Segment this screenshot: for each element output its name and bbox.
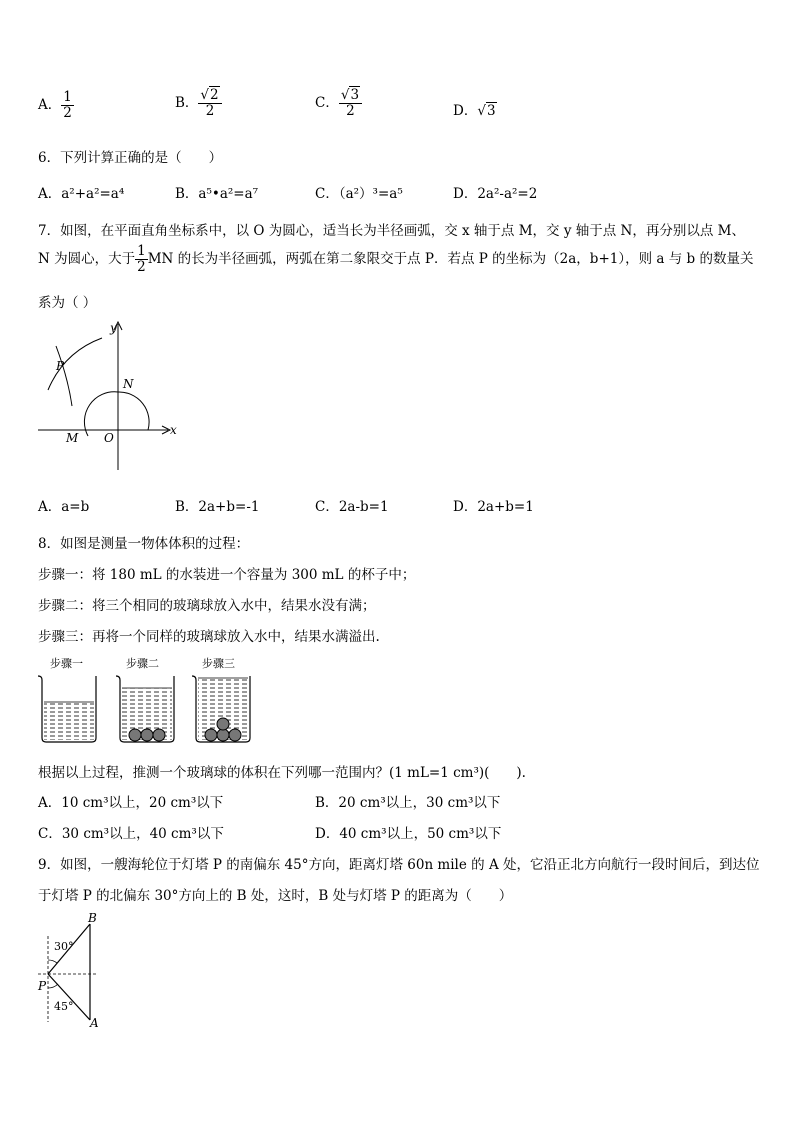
q7-stem-line1: 7．如图，在平面直角坐标系中，以 O 为圆心，适当长为半径画弧，交 x 轴于点 M，交 y 轴于点 N，再分别以点 M、 [38, 223, 745, 239]
q8-option-b[interactable]: B．20 cm³以上，30 cm³以下 [315, 795, 501, 811]
q6-option-c[interactable]: C．（a²）³=a⁵ [315, 186, 403, 202]
q8-step1: 步骤一：将 180 mL 的水装进一个容量为 300 mL 的杯子中； [38, 567, 416, 583]
q7-stem-line3: 系为（ ） [38, 295, 97, 311]
fig-label-step3: 步骤三 [202, 657, 235, 670]
q7-fraction: $\frac{1}{2}$ [137, 243, 146, 275]
x-label: x [170, 423, 177, 437]
q5-option-d[interactable]: D．√3 [453, 103, 496, 119]
side-pa [48, 974, 90, 1020]
q7-option-b[interactable]: B．2a+b=-1 [175, 499, 260, 515]
q6-option-b[interactable]: B．a⁵•a²=a⁷ [175, 186, 259, 202]
q8-figure [34, 654, 254, 749]
point-b-label: B [88, 911, 97, 925]
q6-option-a[interactable]: A．a²+a²=a⁴ [38, 186, 125, 202]
point-m-label: M [66, 431, 79, 445]
point-p-label: P [38, 979, 47, 993]
angle-arc-top [48, 960, 57, 963]
q7-stem-line2: N 为圆心，大于 $\frac{1}{2}$ MN 的长为半径画弧，两弧在第二象限交于点 P．若点 P 的坐标为（2a，b+1），则 a 与 b 的数量关 [38, 243, 754, 275]
angle-bottom-label: 45° [54, 1000, 74, 1013]
angle-top-label: 30° [54, 940, 74, 953]
q5-option-c-fraction: $\frac{√3}{2}$ [339, 88, 362, 119]
q8-option-c[interactable]: C．30 cm³以上，40 cm³以下 [38, 826, 224, 842]
q5-option-a[interactable]: A． $\frac{1}{2}$ [38, 89, 72, 121]
point-n-label: N [123, 377, 134, 391]
q8-step3: 步骤三：再将一个同样的玻璃球放入水中，结果水满溢出. [38, 629, 380, 645]
q8-stem: 8．如图是测量一物体体积的过程： [38, 536, 250, 552]
q6-stem: 6．下列计算正确的是（ ） [38, 150, 223, 166]
q5-option-b-fraction: $\frac{√2}{2}$ [198, 88, 221, 119]
point-o-label: O [104, 431, 114, 445]
angle-arc-bottom [48, 984, 58, 988]
beaker-step1 [38, 676, 96, 742]
q8-option-d[interactable]: D．40 cm³以上，50 cm³以下 [315, 826, 502, 842]
y-label: y [110, 321, 117, 335]
q9-diagram [32, 910, 112, 1028]
q8-step2: 步骤二：将三个相同的玻璃球放入水中，结果水没有满； [38, 598, 376, 614]
q6-option-d[interactable]: D．2a²-a²=2 [453, 186, 538, 202]
q8-option-a[interactable]: A．10 cm³以上，20 cm³以下 [38, 795, 224, 811]
q5-option-b[interactable]: B． $\frac{√2}{2}$ [175, 88, 222, 119]
arc-from-n [56, 346, 72, 406]
q5-option-a-fraction: $\frac{1}{2}$ [63, 89, 72, 121]
q5-option-d-sqrt: √3 [477, 103, 496, 119]
q7-diagram [30, 318, 190, 478]
q5-option-c[interactable]: C． $\frac{√3}{2}$ [315, 88, 362, 119]
q7-option-d[interactable]: D．2a+b=1 [453, 499, 534, 515]
arc-around-origin [84, 392, 149, 436]
q9-stem-line2: 于灯塔 P 的北偏东 30°方向上的 B 处，这时，B 处与灯塔 P 的距离为（ ） [38, 888, 513, 904]
beaker-step3 [192, 676, 250, 742]
point-a-label: A [90, 1016, 99, 1028]
q7-option-a[interactable]: A．a=b [38, 499, 90, 515]
point-p-label: P [56, 359, 65, 373]
fig-label-step2: 步骤二 [126, 657, 159, 670]
q9-stem-line1: 9．如图，一艘海轮位于灯塔 P 的南偏东 45°方向，距离灯塔 60n mile 的 A 处，它沿正北方向航行一段时间后，到达位 [38, 857, 760, 873]
q7-option-c[interactable]: C．2a-b=1 [315, 499, 389, 515]
q8-question: 根据以上过程，推测一个玻璃球的体积在下列哪一范围内？(1 mL=1 cm³)( ). [38, 765, 526, 781]
fig-label-step1: 步骤一 [50, 657, 83, 670]
beaker-step2 [116, 676, 174, 742]
